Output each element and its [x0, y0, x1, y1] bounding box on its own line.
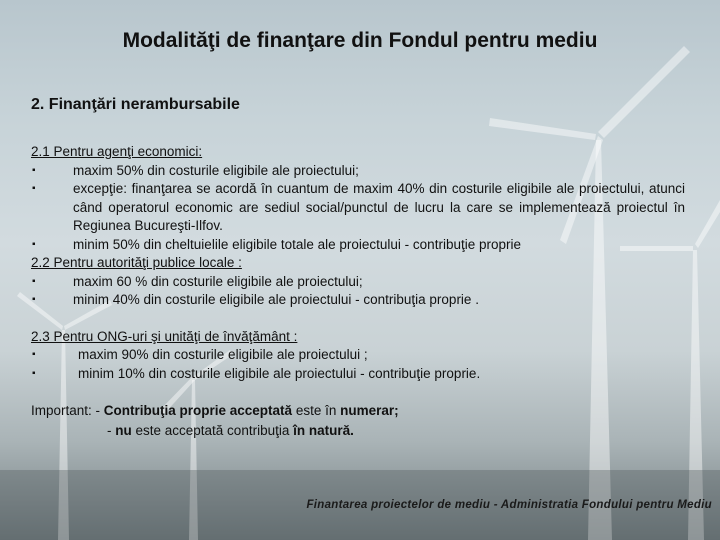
section-heading: 2.1 Pentru agenţi economici:	[31, 144, 203, 159]
bullet-marker: ▪	[32, 183, 36, 194]
bullet-text: maxim 50% din costurile eligibile ale proiectului;	[73, 162, 359, 178]
important-emphasis: numerar;	[340, 403, 399, 418]
slide-subtitle: 2. Finanţări nerambursabile	[31, 96, 240, 113]
bullet-text: minim 10% din costurile eligibile ale proiectului - contribuţie proprie.	[78, 365, 481, 381]
bullet-marker: ▪	[32, 275, 36, 287]
spacer	[31, 310, 685, 328]
spacer	[31, 383, 685, 401]
bullet-marker: ▪	[32, 294, 36, 305]
section-heading: 2.3 Pentru ONG-uri şi unităţi de învăţământ :	[31, 328, 298, 344]
bullet-text: maxim 60 % din costurile eligibile ale proiectului;	[73, 273, 363, 289]
slide-body	[31, 143, 685, 441]
important-label: Important: -	[31, 403, 104, 418]
bullet-item	[31, 180, 685, 236]
important-emphasis: Contribuţia proprie acceptată	[103, 403, 293, 418]
bullet-marker: ▪	[32, 238, 36, 250]
important-line-1	[31, 401, 685, 421]
turbine-blade	[489, 118, 596, 140]
bullet-text: maxim 90% din costurile eligibile ale proiectului ;	[78, 347, 368, 362]
important-emphasis: nu	[115, 423, 132, 438]
bullet-text: minim 50% din cheltuielile eligibile totale ale proiectului - contribuţie proprie	[73, 236, 521, 252]
important-text: este în	[292, 403, 341, 418]
important-text: este acceptată contribuţia	[131, 423, 294, 438]
turbine-blade	[598, 46, 690, 138]
important-note	[31, 401, 685, 441]
bullet-item	[31, 273, 685, 292]
bullet-item	[31, 291, 685, 310]
section-heading: 2.2 Pentru autorităţi publice locale :	[31, 255, 242, 270]
bullet-text: excepţie: finanţarea se acordă în cuantum de maxim 40% din costurile eligibile ale proiectului, atunci când operatorul economic are sediul social/punctul de lucru la care se implementează proiectul în Regiunea Bucureşti-Ilfov.	[73, 181, 685, 233]
slide-footer: Finantarea proiectelor de mediu - Administratia Fondului pentru Mediu	[306, 499, 712, 511]
important-dash: -	[107, 423, 116, 438]
bullet-item	[31, 162, 685, 181]
important-line-2	[31, 421, 685, 441]
bullet-marker: ▪	[32, 367, 36, 379]
bullet-marker: ▪	[32, 164, 36, 176]
important-emphasis: în natură.	[293, 423, 354, 438]
bullet-item	[31, 365, 685, 384]
turbine-blade	[695, 200, 720, 248]
bullet-text: minim 40% din costurile eligibile ale proiectului - contribuţia proprie .	[73, 292, 479, 307]
bullet-marker: ▪	[32, 349, 36, 360]
bullet-item	[31, 236, 685, 255]
slide-title: Modalităţi de finanţare din Fondul pentru mediu	[122, 29, 598, 52]
bullet-item	[31, 346, 685, 365]
